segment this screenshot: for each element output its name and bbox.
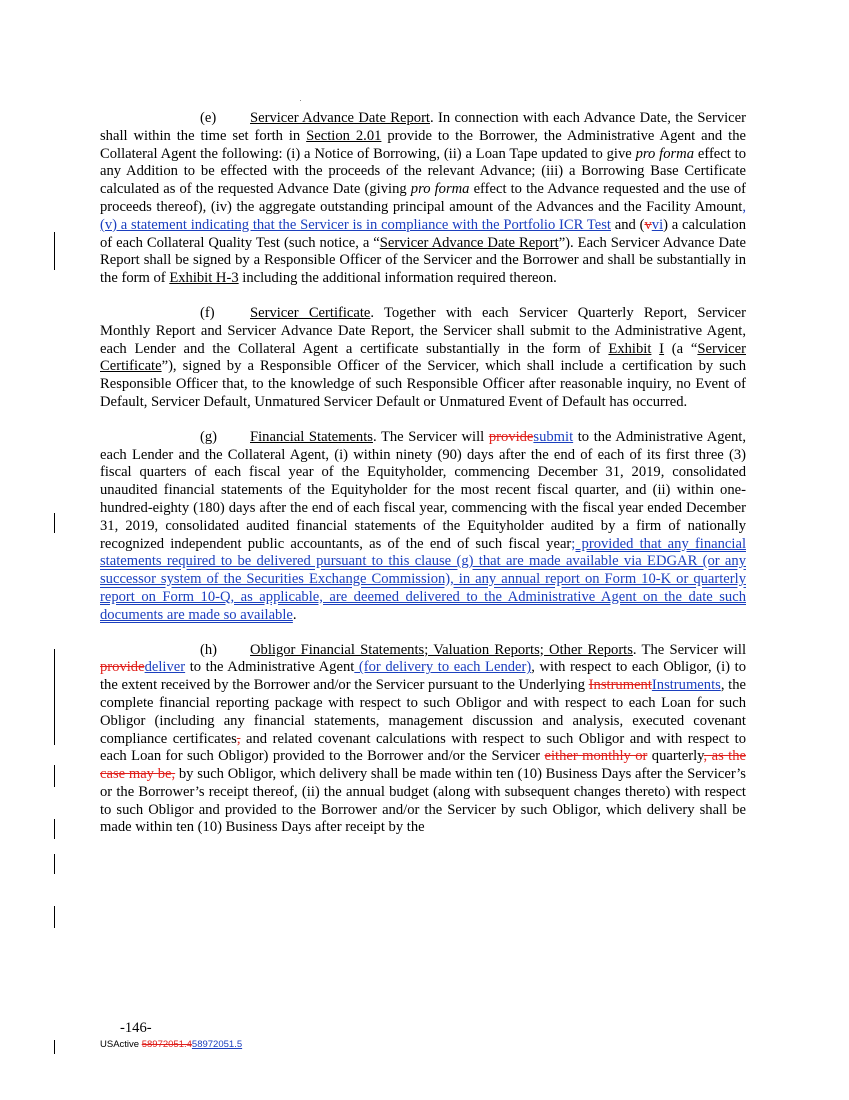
change-bar [54,232,55,270]
text-run: , with respect to each Obligor, (i) to the extent received by the Borrower and/or the Servicer pursuant to the Underlying [100,659,746,694]
change-bar [54,906,55,928]
document-body [100,110,746,854]
text-run: quarterly [647,748,704,765]
deleted-text: Instrument [588,677,652,694]
document-footer [100,1039,242,1050]
text-run: ”), signed by a Responsible Officer of the Servicer, which shall include a certification by such Responsible Officer that, to the knowledge of such Responsible Officer after reasonable inquiry, no Event of Default, Servicer Default, Unmatured Servicer Default or Unmatured Event of Default has occurred. [100,358,746,410]
inserted-text: , (v) a statement indicating that the Servicer is in compliance with the Portfolio ICR Test [100,198,746,233]
text-run: and ( [611,216,645,233]
deleted-text: either monthly or [544,748,648,765]
section-e-heading: Servicer Advance Date Report [250,110,430,126]
change-bar [54,854,55,874]
footer-deleted-doc-id: 58972051.4 [141,1039,192,1050]
deleted-text: provide [100,659,145,676]
section-h-paragraph [100,642,746,838]
change-bar [54,649,55,745]
italic-term: pro forma [410,181,470,198]
change-bar [54,765,55,787]
text-run: to the Administrative Agent, each Lender and the Collateral Agent, (i) within ninety (90) days after the end of each of its first three (3) fiscal quarters of each fiscal year of the Equityholder, commencing December 31, 2019, consolidated unaudited financial statements of the Equityholder for the most recent fiscal quarter, and (ii) within one-hundred-eighty (180) days after the end of each fiscal year, commencing with the fiscal year ended December 31, 2019, consolidated audited financial statements of the Equityholder audited by a firm of nationally recognized independent public accountants, as of the end of such fiscal year [100,428,747,552]
deleted-text: v [644,216,652,233]
text-run: . [292,606,297,623]
section-h-heading: Obligor Financial Statements; Valuation Reports; Other Reports [250,641,633,658]
defined-term: Servicer Certificate [100,340,746,375]
text-run: (a “ [664,340,698,357]
text-run: provide to the Borrower, the Administrative Agent and the Collateral Agent the following: (i) a Notice of Borrowing, (ii) a Loan Tape updated to give [100,127,746,162]
deleted-text: provide [488,428,534,445]
deleted-text: , as the case may be, [100,748,747,783]
inserted-text: submit [533,428,574,445]
inserted-text: (for delivery to each Lender) [354,659,532,676]
text-run: . The Servicer will [632,641,747,658]
text-run: by such Obligor, which delivery shall be made within ten (10) Business Days after the Servicer’s or the Borrower’s receipt thereof, (ii) the annual budget (along with subsequent changes thereto) with respect to such Obligor and provided to the Borrower and/or the Servicer by such Obligor, which delivery shall be made within ten (10) Business Days after receipt by the [100,766,746,836]
italic-term: pro forma [635,145,695,162]
exhibit-reference: I [659,340,665,357]
section-f-heading: Servicer Certificate [250,304,371,321]
change-bar [54,1040,55,1054]
change-bar [54,513,55,533]
text-run: ”). Each Servicer Advance Date Report shall be signed by a Responsible Officer of the Servicer and the Borrower and shall be substantially in the form of [100,234,746,287]
exhibit-reference: Exhibit [608,340,652,357]
section-e-paragraph [100,110,746,288]
footer-inserted-doc-id: 58972051.5 [191,1039,243,1050]
section-f-label: (f) [200,304,215,321]
page-number: -146- [120,1020,152,1036]
section-g-label: (g) [200,428,218,445]
deleted-text: , [236,730,241,747]
text-run: effect to the Advance requested and the use of proceeds thereof), (iv) the aggregate outstanding principal amount of the Advances and the Facility Amount [100,181,746,215]
inserted-text: ; provided that any financial statements required to be delivered pursuant to this clause (g) that are made available via EDGAR (or any successor system of the Securities Exchange Commission), in any annual report on Form 10-K or quarterly report on Form 10-Q, as applicable, are deemed delivered to the Administrative Agent on the date such documents are made so available [100,535,746,623]
text-run: ) a calculation of each Collateral Quality Test (such notice, a “ [100,216,747,251]
text-run: to the Administrative Agent [185,659,355,676]
section-reference: Section 2.01 [306,127,382,144]
text-run [651,341,659,357]
inserted-text: vi [651,216,664,233]
inserted-text: Instruments [651,677,721,694]
exhibit-reference: Exhibit H-3 [169,270,239,287]
text-run: . The Servicer will [372,428,489,445]
text-run: , the complete financial reporting package with respect to such Obligor and with respect to each Loan for such Obligor (including any financial statements, management discussion and analysis, executed covenant compliance certificates [100,677,746,747]
section-g-paragraph [100,429,746,625]
change-bar [54,819,55,839]
inserted-text: deliver [144,659,186,676]
section-g-heading: Financial Statements [250,428,373,445]
section-e-label: (e) [200,110,217,126]
footer-prefix: USActive [100,1039,142,1050]
text-run: including the additional information required thereon. [238,270,557,287]
defined-term: Servicer Advance Date Report [379,234,559,251]
stray-dot-mark [300,100,301,101]
text-run: . In connection with each Advance Date, the Servicer shall within the time set forth in [100,110,746,144]
text-run: . Together with each Servicer Quarterly Report, Servicer Monthly Report and Servicer Advance Date Report, the Servicer shall submit to the Administrative Agent, each Lender and the Collateral Agent a certificate substantially in the form of [100,304,746,357]
text-run: and related covenant calculations with respect to such Obligor and with respect to each Loan for such Obligor) provided to the Borrower and/or the Servicer [100,730,747,765]
text-run: effect to any Addition to be effected with the proceeds of the relevant Advance; (iii) a Borrowing Base Certificate calculated as of the requested Advance Date (giving [100,145,747,198]
section-h-label: (h) [200,641,218,658]
section-f-paragraph [100,305,746,412]
